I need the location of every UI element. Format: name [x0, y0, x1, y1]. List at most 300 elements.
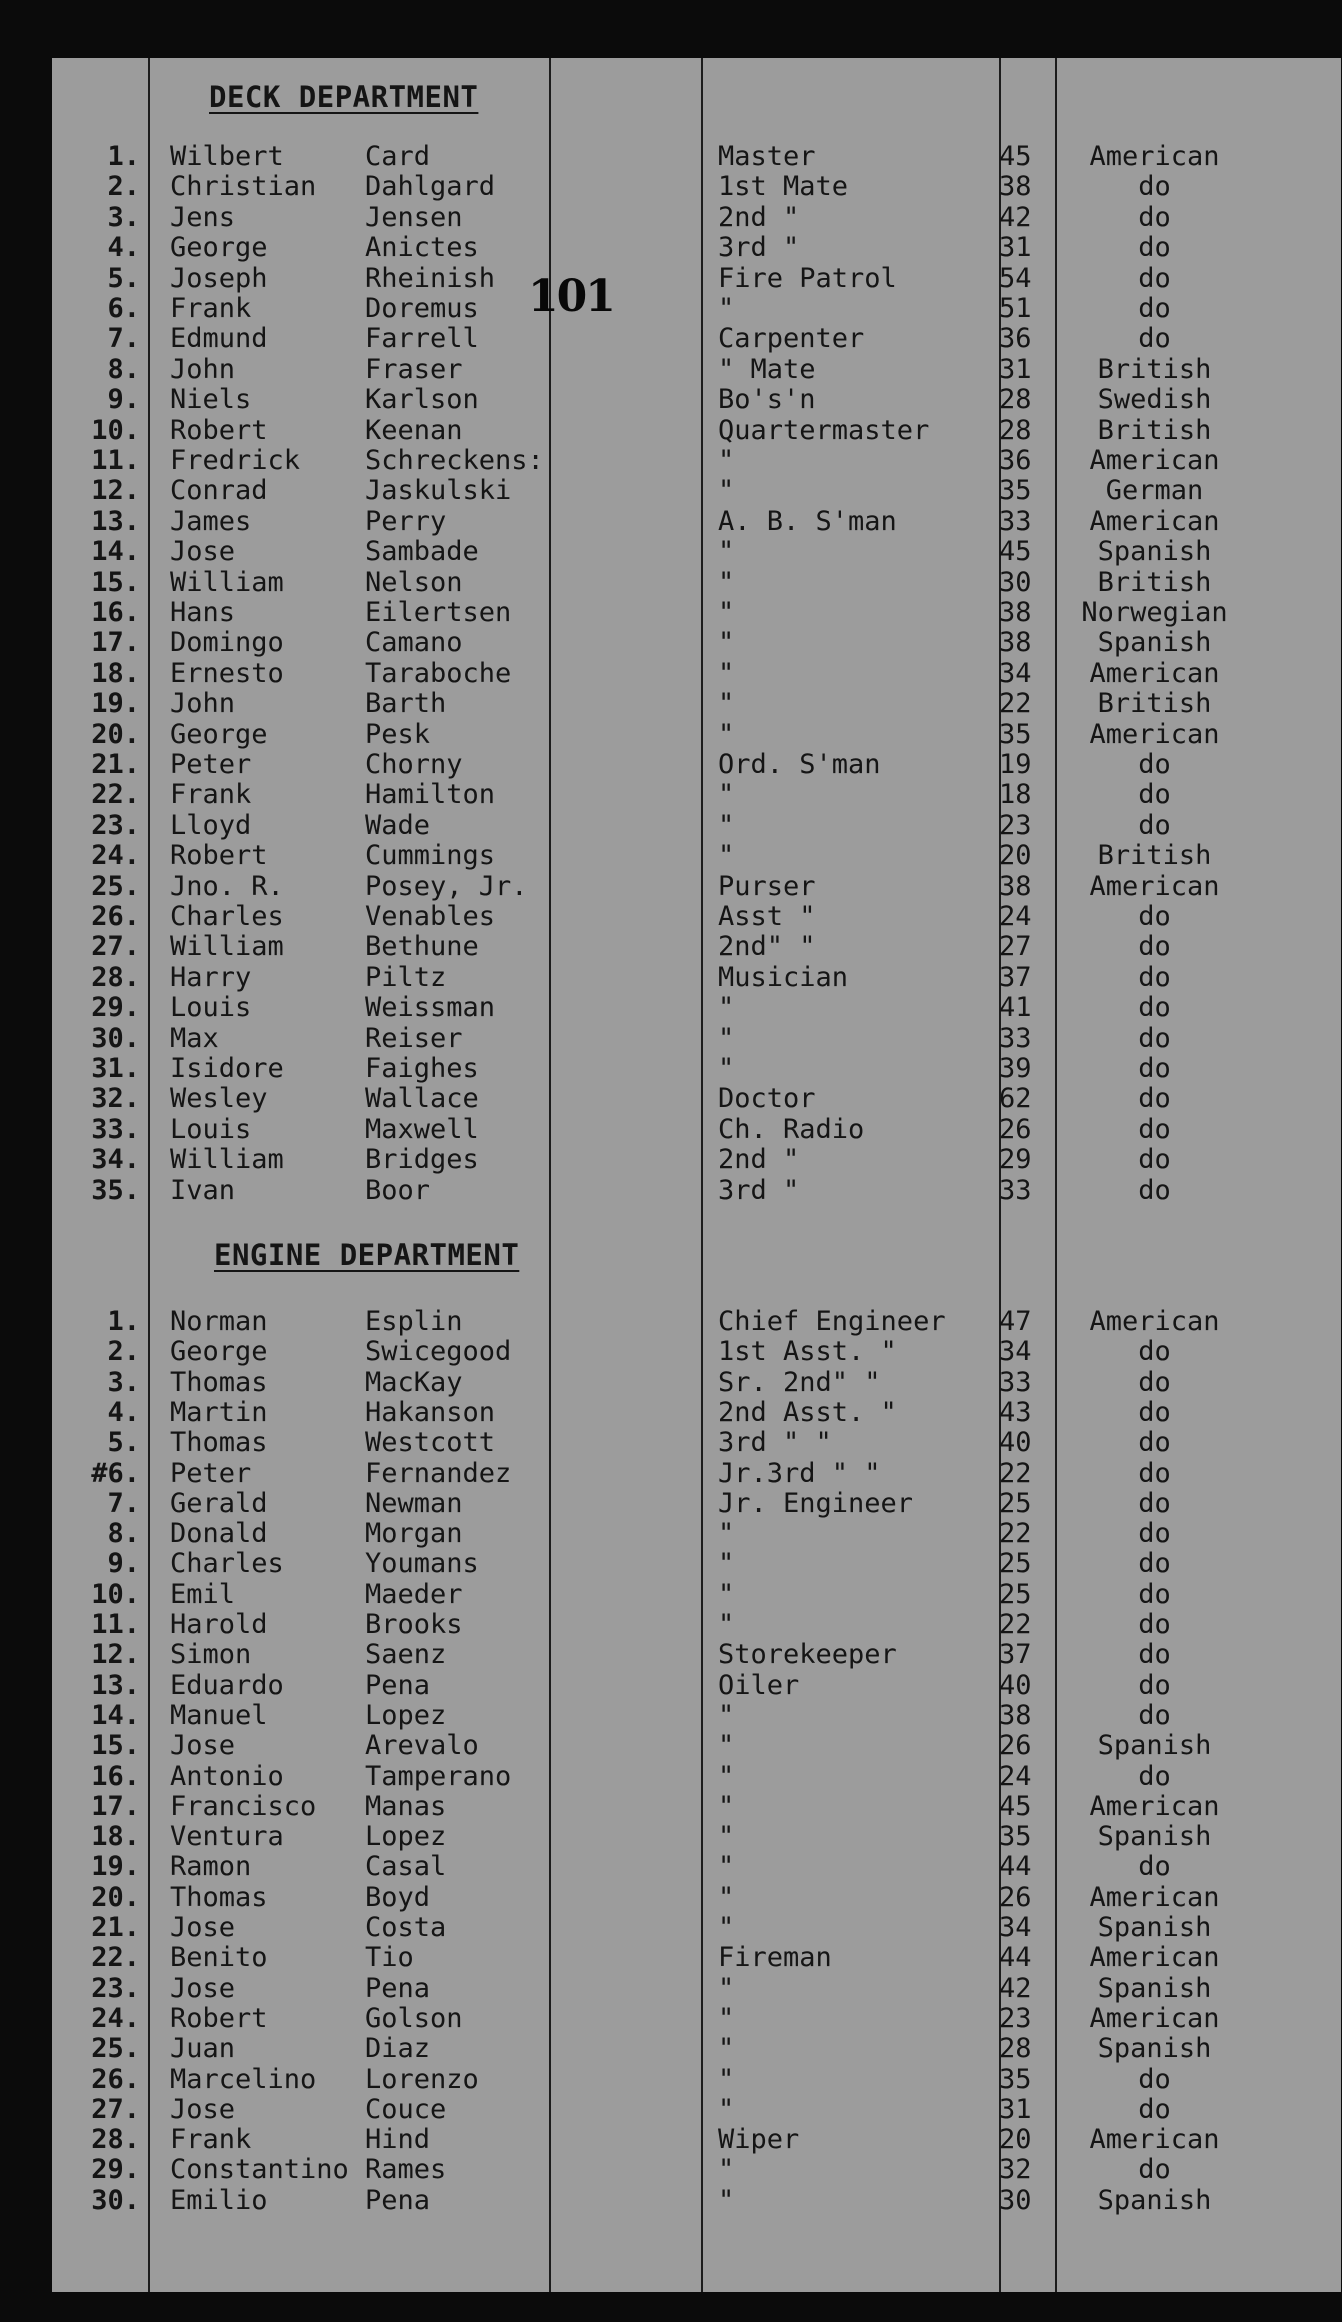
age: 30	[999, 566, 1032, 598]
last-name: Arevalo	[365, 1730, 479, 1762]
nationality: do	[1138, 2093, 1171, 2125]
nationality: do	[1138, 323, 1171, 355]
age: 43	[999, 1396, 1032, 1428]
last-name: Costa	[365, 1912, 447, 1943]
nationality: Spanish	[1097, 1912, 1212, 1943]
nationality: do	[1138, 1699, 1171, 1731]
age: 29	[999, 1144, 1032, 1176]
last-name: Lorenzo	[365, 2063, 479, 2095]
rating: "	[718, 688, 735, 720]
crew-row	[52, 2094, 1341, 2125]
age: 24	[999, 901, 1032, 932]
crew-row	[52, 1579, 1341, 1610]
crew-number: 16.	[91, 1760, 140, 1792]
last-name: Pena	[365, 1669, 431, 1701]
crew-number: 4.	[107, 1396, 140, 1428]
crew-number: 6.	[107, 293, 140, 324]
rating: 1st Asst. "	[718, 1336, 897, 1368]
age: 62	[999, 1083, 1032, 1115]
age: 26	[999, 1113, 1032, 1145]
crew-number: 13.	[91, 1669, 140, 1701]
first-name: Charles	[170, 901, 284, 932]
last-name: Boor	[365, 1174, 431, 1206]
nationality: do	[1138, 262, 1171, 294]
rating: 2nd "	[718, 1144, 800, 1176]
nationality: Spanish	[1097, 2033, 1212, 2065]
nationality: do	[1138, 1487, 1171, 1519]
crew-number: 8.	[107, 1518, 140, 1550]
nationality: do	[1138, 901, 1171, 932]
first-name: Frank	[170, 293, 252, 324]
first-name: Manuel	[170, 1699, 268, 1731]
first-name: Louis	[170, 992, 252, 1024]
crew-number: 27.	[91, 2093, 140, 2125]
crew-row	[52, 293, 1341, 324]
age: 33	[999, 1174, 1032, 1206]
crew-row	[52, 2003, 1341, 2034]
rating: "	[718, 1053, 735, 1084]
nationality: do	[1138, 1427, 1171, 1459]
rating: "	[718, 992, 735, 1024]
first-name: Thomas	[170, 1881, 268, 1913]
last-name: Swicegood	[365, 1336, 512, 1368]
crew-row	[52, 1336, 1341, 1367]
first-name: Domingo	[170, 627, 284, 659]
age: 41	[999, 992, 1032, 1024]
age: 51	[999, 293, 1032, 324]
first-name: Jose	[170, 1912, 236, 1943]
age: 19	[999, 749, 1032, 780]
age: 40	[999, 1669, 1032, 1701]
age: 31	[999, 353, 1032, 385]
first-name: Joseph	[170, 262, 268, 294]
crew-row	[52, 415, 1341, 446]
last-name: Perry	[365, 505, 447, 537]
crew-number: 11.	[91, 1609, 140, 1640]
nationality: British	[1097, 566, 1212, 598]
crew-list-sheet	[52, 58, 1341, 2292]
crew-row	[52, 749, 1341, 780]
last-name: Dahlgard	[365, 171, 496, 203]
crew-row	[52, 384, 1341, 415]
rating: "	[718, 445, 735, 476]
last-name: Camano	[365, 627, 463, 659]
crew-row	[52, 1367, 1341, 1398]
crew-row	[52, 1912, 1341, 1943]
crew-number: 7.	[107, 1487, 140, 1519]
crew-row	[52, 1427, 1341, 1458]
nationality: Spanish	[1097, 627, 1212, 659]
rating: Asst "	[718, 901, 816, 932]
crew-number: 25.	[91, 2033, 140, 2065]
crew-number: 22.	[91, 1942, 140, 1974]
crew-number: 12.	[91, 1639, 140, 1671]
age: 34	[999, 657, 1032, 689]
crew-number: 1.	[107, 1306, 140, 1337]
last-name: Keenan	[365, 414, 463, 446]
age: 31	[999, 2093, 1032, 2125]
first-name: Frank	[170, 2124, 252, 2156]
nationality: American	[1089, 505, 1220, 537]
crew-number: 15.	[91, 566, 140, 598]
first-name: Robert	[170, 414, 268, 446]
crew-row	[52, 658, 1341, 689]
first-name: Max	[170, 1022, 219, 1054]
nationality: do	[1138, 2063, 1171, 2095]
last-name: Couce	[365, 2093, 447, 2125]
nationality: do	[1138, 1022, 1171, 1054]
crew-number: 23.	[91, 1972, 140, 2004]
age: 33	[999, 1022, 1032, 1054]
last-name: Hamilton	[365, 779, 496, 811]
crew-row	[52, 1609, 1341, 1640]
last-name: Fraser	[365, 353, 463, 385]
rating: "	[718, 2063, 735, 2095]
crew-row	[52, 901, 1341, 932]
crew-number: 28.	[91, 2124, 140, 2156]
age: 27	[999, 931, 1032, 963]
crew-row	[52, 1761, 1341, 1792]
first-name: Juan	[170, 2033, 236, 2065]
last-name: Barth	[365, 688, 447, 720]
nationality: British	[1097, 688, 1212, 720]
crew-number: 7.	[107, 323, 140, 355]
nationality: do	[1138, 1083, 1171, 1115]
crew-row	[52, 779, 1341, 810]
nationality: German	[1105, 475, 1204, 507]
first-name: Gerald	[170, 1487, 268, 1519]
rating: "	[718, 1881, 735, 1913]
crew-row	[52, 1700, 1341, 1731]
rating: Jr. Engineer	[718, 1487, 914, 1519]
nationality: British	[1097, 840, 1212, 872]
age: 38	[999, 171, 1032, 203]
crew-number: 21.	[91, 1912, 140, 1943]
age: 23	[999, 809, 1032, 841]
last-name: Pena	[365, 1972, 431, 2004]
crew-row	[52, 506, 1341, 537]
crew-row	[52, 263, 1341, 294]
rating: A. B. S'man	[718, 505, 897, 537]
age: 44	[999, 1851, 1032, 1883]
crew-row	[52, 931, 1341, 962]
age: 22	[999, 1457, 1032, 1489]
last-name: Venables	[365, 901, 496, 932]
age: 25	[999, 1548, 1032, 1580]
crew-number: 24.	[91, 2002, 140, 2034]
rating: "	[718, 1760, 735, 1792]
crew-number: 12.	[91, 475, 140, 507]
rating: Oiler	[718, 1669, 800, 1701]
first-name: Conrad	[170, 475, 268, 507]
last-name: Karlson	[365, 384, 479, 416]
deck-department-heading: DECK DEPARTMENT	[209, 80, 479, 114]
nationality: do	[1138, 749, 1171, 780]
age: 28	[999, 2033, 1032, 2065]
crew-number: 14.	[91, 536, 140, 568]
crew-number: 18.	[91, 1821, 140, 1853]
first-name: Robert	[170, 2002, 268, 2034]
last-name: Posey, Jr.	[365, 870, 528, 902]
first-name: Wesley	[170, 1083, 268, 1115]
crew-number: 21.	[91, 749, 140, 780]
first-name: Donald	[170, 1518, 268, 1550]
rating: "	[718, 2184, 735, 2216]
rating: Jr.3rd " "	[718, 1457, 881, 1489]
rating: Wiper	[718, 2124, 800, 2156]
nationality: do	[1138, 1548, 1171, 1580]
rating: "	[718, 1548, 735, 1580]
first-name: Hans	[170, 597, 236, 628]
nationality: do	[1138, 1609, 1171, 1640]
crew-number: 2.	[107, 1336, 140, 1368]
rating: "	[718, 1518, 735, 1550]
first-name: Peter	[170, 1457, 252, 1489]
nationality: American	[1089, 2002, 1220, 2034]
nationality: American	[1089, 1790, 1220, 1822]
age: 22	[999, 1609, 1032, 1640]
nationality: American	[1089, 1306, 1220, 1337]
crew-number: 10.	[91, 414, 140, 446]
last-name: Boyd	[365, 1881, 431, 1913]
nationality: do	[1138, 961, 1171, 993]
last-name: Nelson	[365, 566, 463, 598]
last-name: Diaz	[365, 2033, 431, 2065]
first-name: Harold	[170, 1609, 268, 1640]
first-name: Emil	[170, 1578, 236, 1610]
age: 25	[999, 1487, 1032, 1519]
rating: "	[718, 1912, 735, 1943]
age: 36	[999, 323, 1032, 355]
rating: Master	[718, 141, 816, 172]
age: 20	[999, 840, 1032, 872]
first-name: Ventura	[170, 1821, 284, 1853]
nationality: do	[1138, 1113, 1171, 1145]
crew-number: 16.	[91, 597, 140, 628]
first-name: Louis	[170, 1113, 252, 1145]
rating: Chief Engineer	[718, 1306, 946, 1337]
nationality: American	[1089, 657, 1220, 689]
crew-row	[52, 1175, 1341, 1206]
age: 32	[999, 2154, 1032, 2186]
nationality: do	[1138, 1144, 1171, 1176]
last-name: Doremus	[365, 293, 479, 324]
rating: Quartermaster	[718, 414, 930, 446]
age: 39	[999, 1053, 1032, 1084]
crew-row	[52, 627, 1341, 658]
crew-row	[52, 1548, 1341, 1579]
age: 35	[999, 2063, 1032, 2095]
first-name: Peter	[170, 749, 252, 780]
first-name: Antonio	[170, 1760, 284, 1792]
crew-number: 30.	[91, 1022, 140, 1054]
first-name: Benito	[170, 1942, 268, 1974]
crew-row	[52, 1144, 1341, 1175]
first-name: Frank	[170, 779, 252, 811]
rating: "	[718, 1821, 735, 1853]
crew-row	[52, 171, 1341, 202]
crew-row	[52, 475, 1341, 506]
age: 38	[999, 627, 1032, 659]
crew-row	[52, 597, 1341, 628]
last-name: Manas	[365, 1790, 447, 1822]
age: 35	[999, 1821, 1032, 1853]
crew-number: 19.	[91, 688, 140, 720]
last-name: Newman	[365, 1487, 463, 1519]
rating: Ch. Radio	[718, 1113, 865, 1145]
age: 45	[999, 1790, 1032, 1822]
crew-row	[52, 962, 1341, 993]
crew-number: 9.	[107, 1548, 140, 1580]
rating: "	[718, 1790, 735, 1822]
age: 25	[999, 1578, 1032, 1610]
nationality: American	[1089, 870, 1220, 902]
rating: 3rd "	[718, 232, 800, 264]
age: 20	[999, 2124, 1032, 2156]
age: 33	[999, 505, 1032, 537]
rating: "	[718, 2154, 735, 2186]
rating: "	[718, 657, 735, 689]
nationality: Swedish	[1097, 384, 1212, 416]
nationality: do	[1138, 2154, 1171, 2186]
age: 34	[999, 1912, 1032, 1943]
crew-number: 18.	[91, 657, 140, 689]
crew-row	[52, 1639, 1341, 1670]
crew-number: 20.	[91, 1881, 140, 1913]
first-name: William	[170, 1144, 284, 1176]
crew-row	[52, 567, 1341, 598]
rating: Carpenter	[718, 323, 865, 355]
crew-number: 23.	[91, 809, 140, 841]
rating: "	[718, 1578, 735, 1610]
crew-row	[52, 1023, 1341, 1054]
first-name: William	[170, 566, 284, 598]
crew-row	[52, 1306, 1341, 1337]
age: 26	[999, 1881, 1032, 1913]
first-name: Charles	[170, 1548, 284, 1580]
last-name: Lopez	[365, 1699, 447, 1731]
crew-number: 29.	[91, 2154, 140, 2186]
first-name: Jens	[170, 201, 236, 233]
last-name: Bethune	[365, 931, 479, 963]
nationality: do	[1138, 1457, 1171, 1489]
crew-row	[52, 1670, 1341, 1701]
age: 45	[999, 141, 1032, 172]
rating: 3rd " "	[718, 1427, 832, 1459]
last-name: Youmans	[365, 1548, 479, 1580]
first-name: Jose	[170, 2093, 236, 2125]
crew-number: 11.	[91, 445, 140, 476]
crew-row	[52, 323, 1341, 354]
age: 22	[999, 1518, 1032, 1550]
age: 18	[999, 779, 1032, 811]
last-name: Taraboche	[365, 657, 512, 689]
crew-number: 13.	[91, 505, 140, 537]
nationality: American	[1089, 2124, 1220, 2156]
last-name: Piltz	[365, 961, 447, 993]
crew-number: 5.	[107, 262, 140, 294]
first-name: Simon	[170, 1639, 252, 1671]
last-name: Esplin	[365, 1306, 463, 1337]
crew-number: 30.	[91, 2184, 140, 2216]
first-name: Lloyd	[170, 809, 252, 841]
crew-number: 26.	[91, 901, 140, 932]
age: 34	[999, 1336, 1032, 1368]
nationality: American	[1089, 1881, 1220, 1913]
nationality: do	[1138, 1366, 1171, 1398]
crew-number: 34.	[91, 1144, 140, 1176]
crew-number: 4.	[107, 232, 140, 264]
first-name: Jose	[170, 1730, 236, 1762]
age: 54	[999, 262, 1032, 294]
first-name: Isidore	[170, 1053, 284, 1084]
rating: 2nd Asst. "	[718, 1396, 897, 1428]
last-name: Schreckens:	[365, 445, 544, 476]
age: 22	[999, 688, 1032, 720]
last-name: Rames	[365, 2154, 447, 2186]
last-name: Reiser	[365, 1022, 463, 1054]
crew-row	[52, 1821, 1341, 1852]
first-name: Jose	[170, 536, 236, 568]
age: 30	[999, 2184, 1032, 2216]
last-name: Maeder	[365, 1578, 463, 1610]
nationality: do	[1138, 1578, 1171, 1610]
crew-number: 9.	[107, 384, 140, 416]
crew-number: 31.	[91, 1053, 140, 1084]
crew-number: 33.	[91, 1113, 140, 1145]
age: 40	[999, 1427, 1032, 1459]
crew-number: 29.	[91, 992, 140, 1024]
rating: "	[718, 1730, 735, 1762]
nationality: American	[1089, 445, 1220, 476]
first-name: Martin	[170, 1396, 268, 1428]
age: 38	[999, 1699, 1032, 1731]
first-name: Norman	[170, 1306, 268, 1337]
nationality: do	[1138, 1518, 1171, 1550]
first-name: Ivan	[170, 1174, 236, 1206]
age: 38	[999, 597, 1032, 628]
age: 38	[999, 870, 1032, 902]
age: 37	[999, 1639, 1032, 1671]
crew-number: 27.	[91, 931, 140, 963]
age: 44	[999, 1942, 1032, 1974]
last-name: Rheinish	[365, 262, 496, 294]
crew-number: 28.	[91, 961, 140, 993]
first-name: Eduardo	[170, 1669, 284, 1701]
last-name: Farrell	[365, 323, 479, 355]
first-name: George	[170, 232, 268, 264]
rating: 2nd "	[718, 201, 800, 233]
crew-number: 19.	[91, 1851, 140, 1883]
last-name: Golson	[365, 2002, 463, 2034]
last-name: Brooks	[365, 1609, 463, 1640]
last-name: Westcott	[365, 1427, 496, 1459]
age: 28	[999, 414, 1032, 446]
age: 42	[999, 201, 1032, 233]
first-name: George	[170, 1336, 268, 1368]
rating: 1st Mate	[718, 171, 849, 203]
last-name: Cummings	[365, 840, 496, 872]
nationality: American	[1089, 1942, 1220, 1974]
engine-department-heading: ENGINE DEPARTMENT	[214, 1238, 520, 1272]
crew-row	[52, 445, 1341, 476]
nationality: do	[1138, 779, 1171, 811]
rating: "	[718, 1022, 735, 1054]
crew-row	[52, 2185, 1341, 2216]
rating: "	[718, 840, 735, 872]
first-name: John	[170, 353, 236, 385]
rating: "	[718, 1851, 735, 1883]
